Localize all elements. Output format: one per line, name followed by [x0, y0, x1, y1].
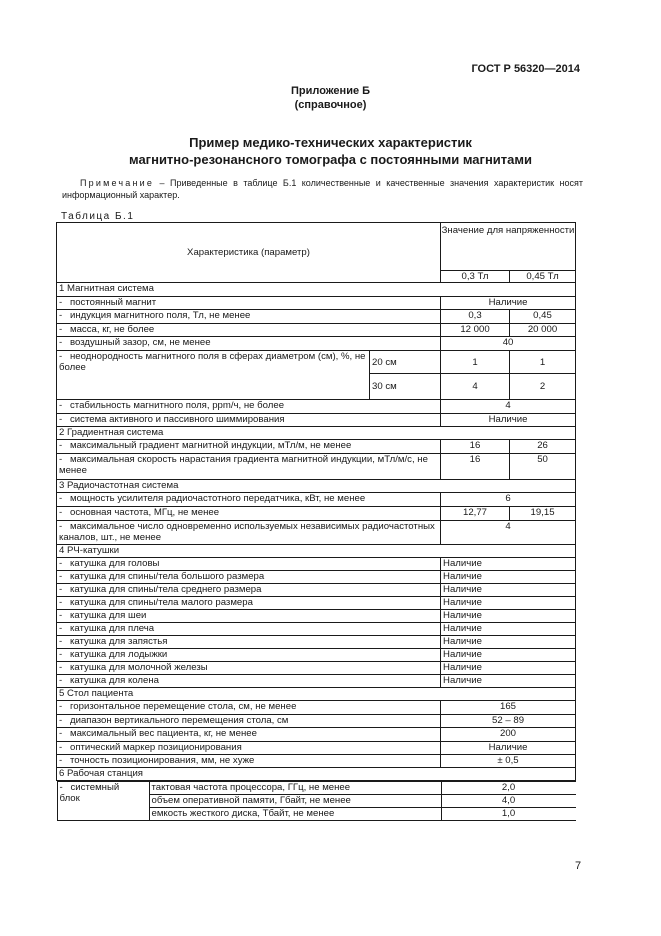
page-number: 7: [575, 860, 582, 872]
row-value-0-3t: 16: [441, 454, 510, 480]
table-row: [57, 649, 576, 662]
row-label: - максимальный вес пациента, кг, не менее: [57, 728, 441, 742]
coil-rows: [57, 558, 576, 688]
note-text: – Приведенные в таблице Б.1 количественные и качественные значения характеристик носят информационный характер.: [62, 178, 583, 200]
table-row: [57, 781, 576, 822]
note-label: Примечание: [80, 178, 155, 188]
row-value-0-3t: 1: [441, 351, 510, 374]
row-label: - катушка для головы: [57, 558, 441, 571]
note-paragraph: [62, 177, 583, 201]
section-row: [57, 545, 576, 558]
row-value: Наличие: [441, 662, 576, 675]
row-label: - стабильность магнитного поля, ppm/ч, не более: [57, 400, 441, 414]
row-sublabel: 20 см: [370, 351, 441, 374]
row-label: - горизонтальное перемещение стола, см, не менее: [57, 701, 441, 715]
appendix-type: (справочное): [294, 99, 367, 111]
table-row: [57, 507, 576, 521]
table-row: [57, 623, 576, 636]
section-row: [57, 768, 576, 781]
row-value-0-3t: 12,77: [441, 507, 510, 521]
table-row: [57, 414, 576, 427]
section-title: 5 Стол пациента: [57, 688, 576, 701]
row-label: - основная частота, МГц, не менее: [57, 507, 441, 521]
row-value-0-45t: 50: [510, 454, 576, 480]
row-label: - максимальный градиент магнитной индукции, мТл/м, не менее: [57, 440, 441, 454]
row-value: 200: [441, 728, 576, 742]
table-row: [57, 351, 576, 374]
column-header-value: Значение для напряженности: [441, 223, 576, 271]
system-block-subtable: [57, 781, 576, 821]
section-row: [57, 427, 576, 440]
row-value-0-3t: 12 000: [441, 324, 510, 337]
table-row: [57, 310, 576, 324]
row-value: 4: [441, 521, 576, 545]
row-label: тактовая частота процессора, ГГц, не менее: [149, 782, 441, 795]
row-label: - индукция магнитного поля, Тл, не менее: [57, 310, 441, 324]
row-value: 2,0: [441, 782, 576, 795]
row-value-0-45t: 1: [510, 351, 576, 374]
row-value: Наличие: [441, 558, 576, 571]
row-label: - катушка для спины/тела среднего размера: [57, 584, 441, 597]
table-row: [57, 440, 576, 454]
row-value: Наличие: [441, 636, 576, 649]
row-value-0-45t: 26: [510, 440, 576, 454]
row-value: 6: [441, 493, 576, 507]
row-value-0-3t: 16: [441, 440, 510, 454]
row-value-0-45t: 0,45: [510, 310, 576, 324]
row-label: - катушка для спины/тела малого размера: [57, 597, 441, 610]
table-caption: Таблица Б.1: [61, 211, 135, 222]
row-value-0-3t: 4: [441, 374, 510, 400]
row-label: - оптический маркер позиционирования: [57, 742, 441, 755]
row-label: - мощность усилителя радиочастотного передатчика, кВт, не менее: [57, 493, 441, 507]
row-value: Наличие: [441, 414, 576, 427]
row-value-0-3t: 0,3: [441, 310, 510, 324]
row-label: - катушка для лодыжки: [57, 649, 441, 662]
row-value: 52 – 89: [441, 715, 576, 728]
table-row: [57, 701, 576, 715]
section-row: [57, 480, 576, 493]
table-row: [57, 636, 576, 649]
table-row: [57, 400, 576, 414]
section-title: 1 Магнитная система: [57, 283, 576, 297]
row-value-0-45t: 20 000: [510, 324, 576, 337]
row-value: ± 0,5: [441, 755, 576, 768]
row-label: - точность позиционирования, мм, не хуже: [57, 755, 441, 768]
table-row: [57, 728, 576, 742]
table-row: [57, 755, 576, 768]
table-row: [57, 558, 576, 571]
table-row: [57, 597, 576, 610]
appendix-heading: [0, 84, 661, 112]
row-label: - постоянный магнит: [57, 297, 441, 310]
row-value: 4: [441, 400, 576, 414]
row-value: Наличие: [441, 584, 576, 597]
row-value: Наличие: [441, 610, 576, 623]
row-label: - катушка для шеи: [57, 610, 441, 623]
row-value: Наличие: [441, 623, 576, 636]
section-title: 4 РЧ-катушки: [57, 545, 576, 558]
table-row: [57, 493, 576, 507]
table-row: [57, 324, 576, 337]
table-row: [57, 610, 576, 623]
row-value: 165: [441, 701, 576, 715]
document-standard-number: ГОСТ Р 56320—2014: [471, 63, 580, 75]
row-value: 1,0: [441, 808, 576, 821]
row-label: - катушка для плеча: [57, 623, 441, 636]
row-value-0-45t: 19,15: [510, 507, 576, 521]
table-row: [57, 454, 576, 480]
row-value: Наличие: [441, 571, 576, 584]
table-row: [57, 571, 576, 584]
row-label: - катушка для спины/тела большого размера: [57, 571, 441, 584]
row-label: - максимальная скорость нарастания градиента магнитной индукции, мТл/м/с, не менее: [57, 454, 441, 480]
column-header-0-45t: 0,45 Тл: [510, 271, 576, 283]
row-label: - катушка для колена: [57, 675, 441, 688]
row-label: - неоднородность магнитного поля в сферах диаметром (см), %, не более: [57, 351, 370, 400]
section-title: 3 Радиочастотная система: [57, 480, 576, 493]
row-sublabel: 30 см: [370, 374, 441, 400]
table-row: [57, 742, 576, 755]
table-header-row: [57, 223, 576, 271]
column-header-parameter: Характеристика (параметр): [57, 223, 441, 283]
table-row: [57, 297, 576, 310]
row-value: Наличие: [441, 649, 576, 662]
page-title: [0, 134, 661, 168]
section-title: 6 Рабочая станция: [57, 768, 576, 781]
system-block-label: - системный блок: [57, 782, 149, 821]
table-row: [57, 715, 576, 728]
table-row: [57, 675, 576, 688]
row-label: объем оперативной памяти, Гбайт, не менее: [149, 795, 441, 808]
row-value: Наличие: [441, 597, 576, 610]
row-label: - максимальное число одновременно используемых независимых радиочастотных каналов, шт., не менее: [57, 521, 441, 545]
characteristics-table: [56, 222, 576, 821]
row-label: - воздушный зазор, см, не менее: [57, 337, 441, 351]
row-value: 4,0: [441, 795, 576, 808]
appendix-title: Приложение Б: [290, 85, 371, 97]
page-title-line-2: магнитно-резонансного томографа с постоянными магнитами: [129, 152, 532, 167]
row-value: Наличие: [441, 742, 576, 755]
row-value: 40: [441, 337, 576, 351]
row-label: - система активного и пассивного шиммирования: [57, 414, 441, 427]
column-header-0-3t: 0,3 Тл: [441, 271, 510, 283]
section-row: [57, 283, 576, 297]
row-value: Наличие: [441, 675, 576, 688]
table-row: [57, 662, 576, 675]
section-title: 2 Градиентная система: [57, 427, 576, 440]
row-label: - катушка для молочной железы: [57, 662, 441, 675]
page-title-line-1: Пример медико-технических характеристик: [189, 135, 472, 150]
table-row: [57, 337, 576, 351]
row-label: - масса, кг, не более: [57, 324, 441, 337]
row-value-0-45t: 2: [510, 374, 576, 400]
section-row: [57, 688, 576, 701]
row-value: Наличие: [441, 297, 576, 310]
row-label: емкость жесткого диска, Тбайт, не менее: [149, 808, 441, 821]
table-row: [57, 584, 576, 597]
table-row: [57, 521, 576, 545]
row-label: - диапазон вертикального перемещения стола, см: [57, 715, 441, 728]
row-label: - катушка для запястья: [57, 636, 441, 649]
